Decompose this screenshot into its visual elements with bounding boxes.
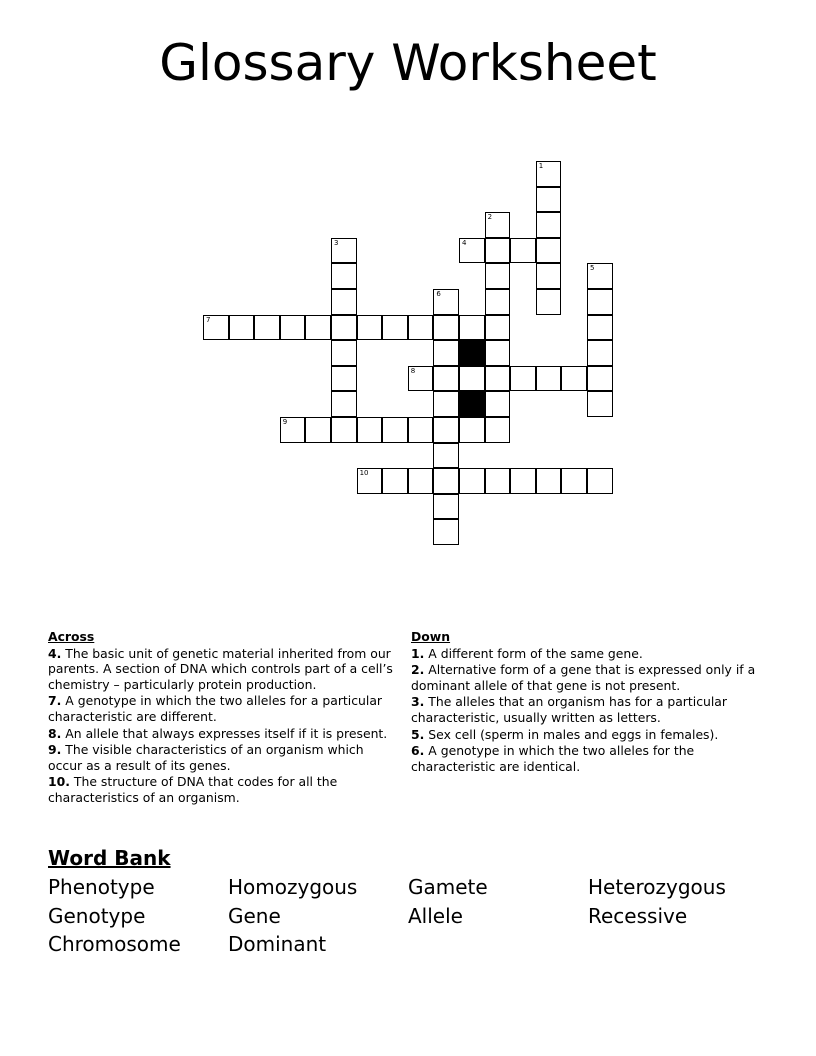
crossword-cell[interactable] <box>331 289 357 315</box>
down-clue-2: 2. Alternative form of a gene that is expressed only if a dominant allele of that gene is not present. <box>411 662 756 693</box>
crossword-cell[interactable] <box>203 315 229 341</box>
crossword-cell[interactable] <box>485 391 511 417</box>
crossword-cell[interactable] <box>587 289 613 315</box>
crossword-cell[interactable] <box>536 212 562 238</box>
crossword-cell[interactable] <box>485 366 511 392</box>
across-clues <box>48 629 393 807</box>
word-bank-item: Homozygous <box>228 875 358 899</box>
word-bank-item: Phenotype <box>48 875 155 899</box>
crossword-cell[interactable] <box>254 315 280 341</box>
crossword-cell[interactable] <box>331 391 357 417</box>
crossword-cell[interactable] <box>459 238 485 264</box>
clue-number: 9 <box>282 418 288 426</box>
crossword-cell[interactable] <box>433 468 459 494</box>
crossword-cell[interactable] <box>331 238 357 264</box>
crossword-cell[interactable] <box>382 315 408 341</box>
crossword-cell[interactable] <box>536 161 562 187</box>
crossword-cell[interactable] <box>331 315 357 341</box>
crossword-cell[interactable] <box>408 366 434 392</box>
crossword-cell[interactable] <box>433 494 459 520</box>
clue-number: 3 <box>334 238 339 247</box>
crossword-cell[interactable] <box>433 519 459 545</box>
page-title: Glossary Worksheet <box>159 34 657 92</box>
clue-number: 4 <box>462 238 467 247</box>
word-bank-item: Recessive <box>588 903 688 928</box>
blocked-cell <box>459 340 485 366</box>
crossword-cell[interactable] <box>331 417 357 443</box>
crossword-cell[interactable] <box>331 340 357 366</box>
crossword-cell[interactable] <box>357 417 383 443</box>
clue-number: 10 <box>359 469 369 478</box>
clue-number: 7 <box>206 315 211 324</box>
crossword-cell[interactable] <box>536 289 562 315</box>
across-clue-9: 9. The visible characteristics of an organism which occur as a result of its genes. <box>48 742 364 773</box>
crossword-cell[interactable] <box>357 468 383 494</box>
crossword-cell[interactable] <box>280 417 306 443</box>
word-bank-item: Genotype <box>48 903 146 928</box>
crossword-cell[interactable] <box>561 468 587 494</box>
word-bank-item: Dominant <box>228 932 327 956</box>
crossword-cell[interactable] <box>433 340 459 366</box>
crossword-cell[interactable] <box>536 238 562 264</box>
crossword-cell[interactable] <box>433 417 459 443</box>
crossword-cell[interactable] <box>485 340 511 366</box>
down-heading: Down <box>411 629 451 644</box>
crossword-cell[interactable] <box>510 468 536 494</box>
crossword-cell[interactable] <box>459 315 485 341</box>
crossword-cell[interactable] <box>587 391 613 417</box>
crossword-cell[interactable] <box>433 366 459 392</box>
clue-number: 1 <box>538 162 544 170</box>
across-clue-10: 10. The structure of DNA that codes for all the characteristics of an organism. <box>48 774 338 805</box>
crossword-cell[interactable] <box>587 366 613 392</box>
crossword-cell[interactable] <box>561 366 587 392</box>
down-clue-5: 5. Sex cell (sperm in males and eggs in females). <box>411 726 719 742</box>
crossword-cell[interactable] <box>536 468 562 494</box>
crossword-cell[interactable] <box>229 315 255 341</box>
crossword-cell[interactable] <box>485 315 511 341</box>
word-bank <box>48 873 768 959</box>
crossword-cell[interactable] <box>485 417 511 443</box>
crossword-cell[interactable] <box>536 263 562 289</box>
clue-number: 8 <box>410 366 416 375</box>
crossword-cell[interactable] <box>485 263 511 289</box>
crossword-cell[interactable] <box>485 238 511 264</box>
crossword-cell[interactable] <box>587 468 613 494</box>
crossword-cell[interactable] <box>433 391 459 417</box>
across-clue-7: 7. A genotype in which the two alleles for a particular characteristic are different. <box>48 693 383 724</box>
crossword-cell[interactable] <box>408 315 434 341</box>
crossword-cell[interactable] <box>433 315 459 341</box>
crossword-cell[interactable] <box>331 263 357 289</box>
crossword-cell[interactable] <box>510 366 536 392</box>
down-clue-6: 6. A genotype in which the two alleles for the characteristic are identical. <box>411 743 695 774</box>
crossword-cell[interactable] <box>408 468 434 494</box>
clue-number: 6 <box>436 290 441 298</box>
crossword-cell[interactable] <box>408 417 434 443</box>
crossword-cell[interactable] <box>459 468 485 494</box>
crossword-cell[interactable] <box>305 417 331 443</box>
clue-number: 5 <box>590 264 595 273</box>
blocked-cell <box>459 391 485 417</box>
crossword-cell[interactable] <box>536 187 562 213</box>
crossword-cell[interactable] <box>331 366 357 392</box>
crossword-cell[interactable] <box>485 468 511 494</box>
crossword-cell[interactable] <box>357 315 383 341</box>
crossword-cell[interactable] <box>536 366 562 392</box>
crossword-cell[interactable] <box>433 443 459 469</box>
across-clue-8: 8. An allele that always expresses itself if it is present. <box>48 725 388 741</box>
down-clue-3: 3. The alleles that an organism has for a particular characteristic, usually written as letters. <box>411 694 727 725</box>
crossword-cell[interactable] <box>587 263 613 289</box>
crossword-cell[interactable] <box>280 315 306 341</box>
word-bank-item: Chromosome <box>48 932 181 956</box>
word-bank-item: Gamete <box>408 875 488 899</box>
word-bank-item: Gene <box>228 903 281 928</box>
crossword-cell[interactable] <box>382 468 408 494</box>
across-clue-4: 4. The basic unit of genetic material inherited from our parents. A section of DNA which controls part of a cell’s chemistry – particularly protein production. <box>48 645 393 692</box>
crossword-cell[interactable] <box>433 289 459 315</box>
clue-number: 2 <box>487 213 493 222</box>
word-bank-item: Allele <box>408 903 463 928</box>
crossword-cell[interactable] <box>587 315 613 341</box>
crossword-cell[interactable] <box>459 417 485 443</box>
crossword-cell[interactable] <box>305 315 331 341</box>
across-heading: Across <box>48 629 95 644</box>
crossword-cell[interactable] <box>459 366 485 392</box>
crossword-cell[interactable] <box>587 340 613 366</box>
crossword-cell[interactable] <box>510 238 536 264</box>
down-clues <box>411 629 781 775</box>
crossword-cell[interactable] <box>382 417 408 443</box>
crossword-cell[interactable] <box>485 212 511 238</box>
word-bank-title: Word Bank <box>48 846 171 870</box>
crossword-cell[interactable] <box>485 289 511 315</box>
word-bank-item: Heterozygous <box>588 875 726 899</box>
down-clue-1: 1. A different form of the same gene. <box>411 645 643 661</box>
